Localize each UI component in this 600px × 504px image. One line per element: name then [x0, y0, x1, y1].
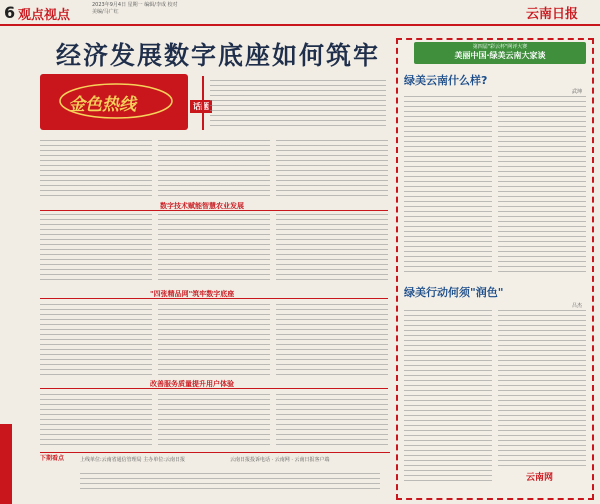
issue-meta: 2023年9月4日 星期一 编辑/李成 校对 美编/马广红	[92, 2, 178, 15]
page-header	[0, 0, 600, 26]
topic-tag: 话题	[190, 100, 212, 113]
body-text-block	[158, 394, 270, 448]
footer-strip	[40, 452, 390, 493]
footer-text-placeholder	[80, 473, 380, 489]
article-deck	[202, 76, 390, 130]
deck-text-placeholder	[210, 80, 386, 126]
body-text-block	[40, 140, 152, 196]
subhead-2: "四张精品网"筑牢数字底座	[150, 290, 235, 298]
body-text-block	[158, 140, 270, 196]
subhead-3: 改善服务质量提升用户体验	[150, 380, 234, 388]
body-text-block	[158, 304, 270, 376]
column-text-block	[498, 96, 586, 272]
column-text-block	[404, 310, 492, 482]
hotline-logo: 金色热线	[68, 95, 136, 115]
column-banner-title: 美丽中国·绿美云南大家谈	[454, 51, 546, 60]
body-text-block	[40, 214, 152, 284]
column-text-block	[404, 96, 492, 272]
footer-side-tab	[0, 424, 12, 504]
column-text-block	[498, 310, 586, 466]
byline-1: 武坤	[572, 89, 583, 95]
body-text-block	[158, 214, 270, 284]
footer-left-text: 上线单位:云南省通信管理局 主办单位:云南日报	[80, 457, 185, 463]
main-headline: 经济发展数字底座如何筑牢	[56, 41, 381, 70]
byline-2: 吕杰	[572, 303, 583, 309]
body-text-block	[276, 214, 388, 284]
column-headline-1: 绿美云南什么样?	[404, 74, 488, 87]
column-headline-2: 绿美行动何须"润色"	[404, 286, 504, 299]
body-text-block	[276, 304, 388, 376]
page-number: 6	[4, 3, 16, 22]
masthead-logo: 云南日报	[526, 7, 579, 22]
column-banner-kicker: 第四届"彩云杯"网评大赛	[472, 44, 528, 50]
body-text-block	[276, 140, 388, 196]
section-title: 观点视点	[18, 8, 71, 23]
footer-right-text: 云南日报投诉电话 · 云南网 · 云南日报客户端	[230, 457, 330, 463]
body-text-block	[276, 394, 388, 448]
body-text-block	[40, 304, 152, 376]
body-text-block	[40, 394, 152, 448]
watermark-logo: 云南网	[526, 473, 554, 483]
footer-label: 下期看点	[40, 455, 65, 462]
subhead-1: 数字技术赋能智慧农业发展	[160, 202, 244, 210]
